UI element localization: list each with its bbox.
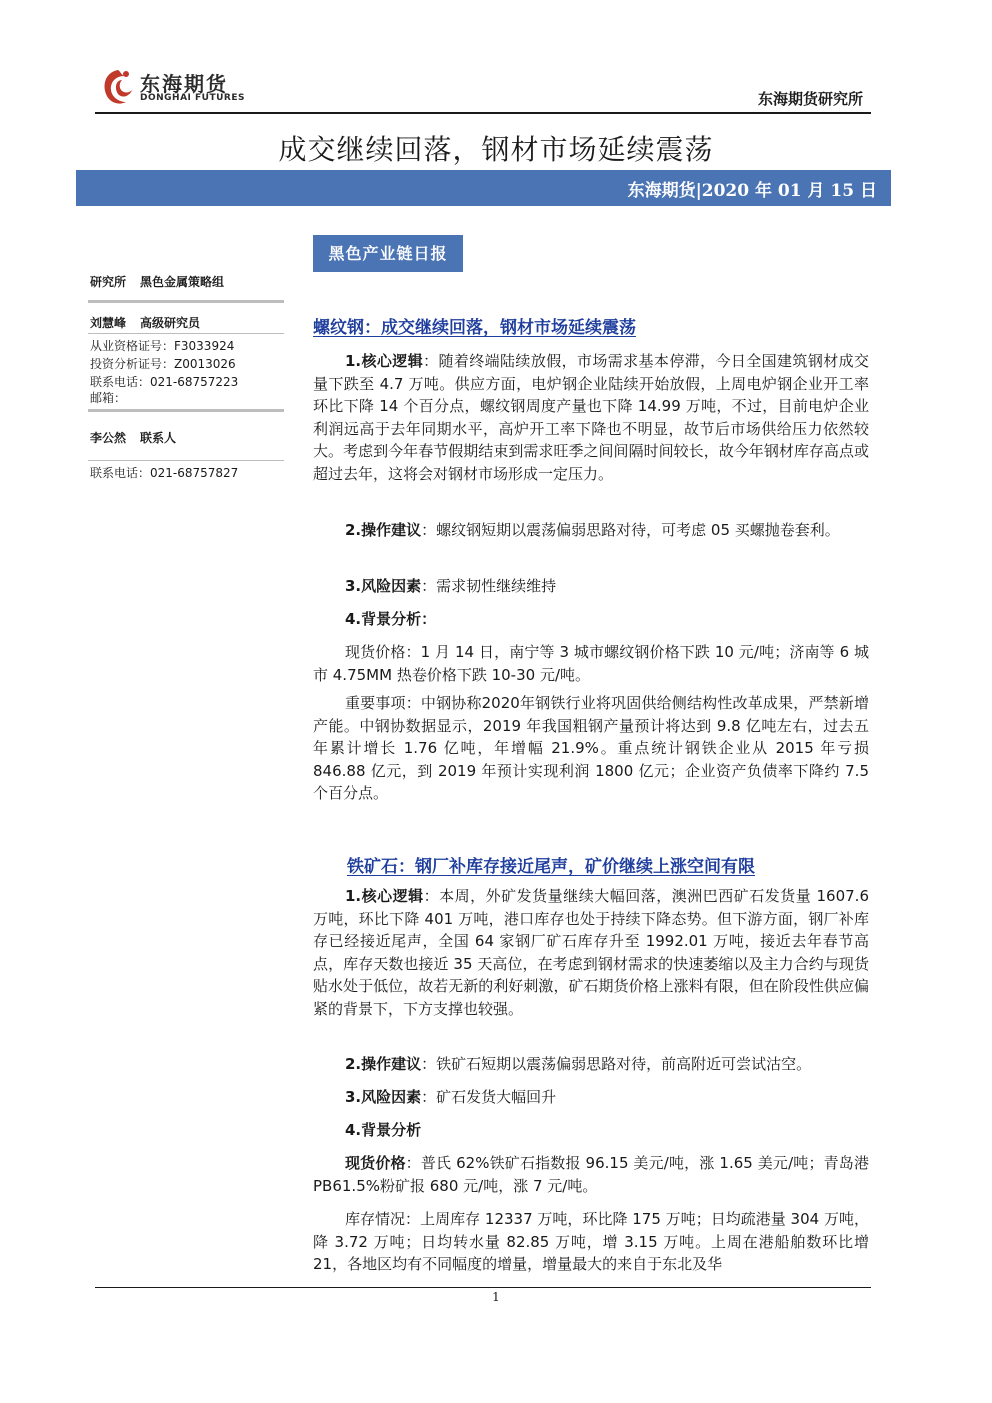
rebar-background-colon: ： [421,610,437,628]
footer-divider [95,1287,871,1288]
sidebar-divider [88,300,284,303]
analyst-invest-cert: 投资分析证号：Z0013026 [90,357,236,371]
ore-background-label: 4.背景分析 [345,1121,422,1139]
logo-chinese-text: 东海期货 [140,72,228,96]
rebar-operation-text: ：螺纹钢短期以震荡偏弱思路对待，可考虑 05 买螺抛卷套利。 [421,521,840,539]
title-banner [76,170,891,206]
contact-phone: 联系电话：021-68757827 [90,466,239,480]
sidebar-analyst [90,314,200,331]
sidebar-contact [90,429,176,446]
analyst-title: 高级研究员 [140,316,201,330]
ore-core-logic-text: ：本周，外矿发货量继续大幅回落，澳洲巴西矿石发货量 1607.6 万吨，环比下降 401 万吨，港口库存也处于持续下降态势。但下游方面，钢厂补库存已经接近尾声，全国 64 家钢厂矿石库存升至 1992.01 万吨，接近去年春节高点，库存天数也接近 35 天高位，在考虑到钢材需求的快速萎缩以及主力合约与现货贴水处于低位，故若无新的利好刺激，矿石期货价格上涨料有限，但在阶段性供应偏紧的背景下，下方支撑也较强。 [313,887,869,1018]
ore-core-logic [313,885,869,1020]
rebar-background [313,608,869,631]
company-logo [98,66,248,110]
contact-name: 李公然 [90,431,127,445]
rebar-key-events: 重要事项：中钢协称2020年钢铁行业将巩固供给侧结构性改革成果，严禁新增产能。中钢协数据显示，2019 年我国粗钢产量预计将达到 9.8 亿吨左右，过去五年累计增长 1.76 亿吨，年增幅 21.9%。重点统计钢铁企业从 2015 年亏损 846.88 亿元，到 2019 年预计实现利润 1800 亿元；企业资产负债率下降约 7.5 个百分点。 [313,694,869,802]
rebar-core-logic [313,350,869,485]
ore-operation-text: ：铁矿石短期以震荡偏弱思路对待，前高附近可尝试沽空。 [421,1055,812,1073]
ore-heading: 铁矿石：钢厂补库存接近尾声，矿价继续上涨空间有限 [347,857,755,877]
ore-spot-price-label: 现货价格 [345,1154,406,1172]
analyst-name: 刘慧峰 [90,316,127,330]
analyst-email: 邮箱： [90,391,127,405]
ore-spot-price-text: ：普氏 62%铁矿石指数报 96.15 美元/吨，涨 1.65 美元/吨；青岛港 PB61.5%粉矿报 680 元/吨，涨 7 元/吨。 [313,1154,869,1195]
ore-spot-price [313,1152,869,1197]
rebar-heading: 螺纹钢：成交继续回落，钢材市场延续震荡 [313,318,636,338]
ore-risk [313,1086,869,1109]
dragon-emblem-icon [98,66,138,110]
report-title: 成交继续回落，钢材市场延续震荡 [278,133,714,166]
analyst-phone: 联系电话：021-68757223 [90,375,239,389]
sidebar-divider [88,333,284,334]
rebar-operation-label: 2.操作建议 [345,521,422,539]
rebar-risk-label: 3.风险因素 [345,577,422,595]
sidebar-divider [88,409,284,412]
rebar-risk [313,575,869,598]
ore-risk-text: ：矿石发货大幅回升 [421,1088,557,1106]
sidebar-divider [88,460,284,461]
section-tag: 黑色产业链日报 [313,235,463,272]
report-date: 东海期货|2020 年 01 月 15 日 [627,181,877,201]
analyst-qualification: 从业资格证号：F3033924 [90,339,235,353]
rebar-core-logic-label: 1.核心逻辑 [345,352,424,370]
ore-inventory: 库存情况：上周库存 12337 万吨，环比降 175 万吨；日均疏港量 304 万吨，降 3.72 万吨；日均转水量 82.85 万吨，增 3.15 万吨。上周在港船舶数环比增 21，各地区均有不同幅度的增量，增量最大的来自于东北及华 [313,1210,869,1273]
logo-english-text: DONGHAI FUTURES [140,93,245,103]
dept-value: 黑色金属策略组 [140,275,225,289]
rebar-core-logic-text: ：随着终端陆续放假，市场需求基本停滞，今日全国建筑钢材成交量下跌至 4.7 万吨。供应方面，电炉钢企业陆续开始放假，上周电炉钢企业开工率环比下降 14 个百分点，螺纹钢周度产量也下降 14.99 万吨，不过，目前电炉企业利润远高于去年同期水平，高炉开工率下降也不明显，故节后市场供给压力依然较大。考虑到今年春节假期结束到需求旺季之间间隔时间较长，故今年钢材库存高点或超过去年，这将会对钢材市场形成一定压力。 [313,352,869,483]
page-number: 1 [492,1290,500,1304]
rebar-operation [313,519,869,542]
rebar-background-label: 4.背景分析 [345,610,422,628]
ore-risk-label: 3.风险因素 [345,1088,422,1106]
ore-operation-label: 2.操作建议 [345,1055,422,1073]
ore-operation [313,1053,869,1076]
contact-title: 联系人 [140,431,177,445]
ore-background [313,1119,869,1142]
ore-core-logic-label: 1.核心逻辑 [345,887,424,905]
sidebar-dept [90,273,224,290]
dept-label: 研究所 [90,275,127,289]
rebar-spot-price: 现货价格：1 月 14 日，南宁等 3 城市螺纹钢价格下跌 10 元/吨；济南等 6 城市 4.75MM 热卷价格下跌 10-30 元/吨。 [313,643,869,684]
header-divider [95,112,871,114]
rebar-risk-text: ：需求韧性继续维持 [421,577,557,595]
institute-name: 东海期货研究所 [757,90,863,108]
